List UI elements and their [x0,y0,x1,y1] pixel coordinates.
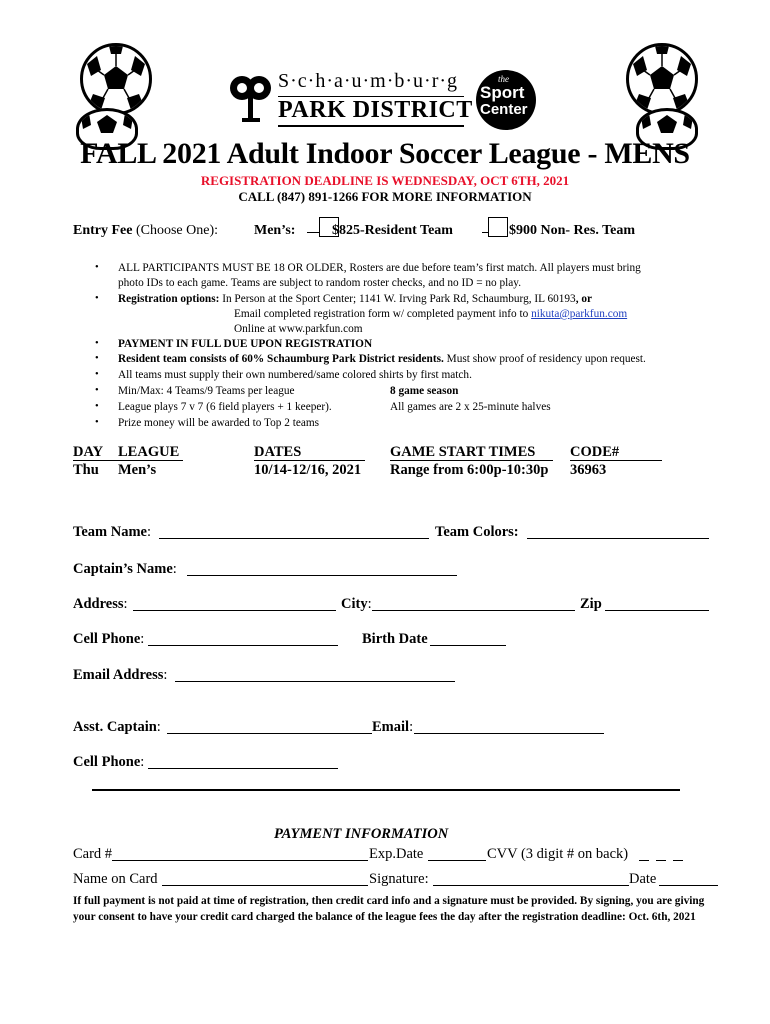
bullet-registration [118,292,592,308]
section-divider [92,789,680,791]
exp-date-field[interactable] [428,860,486,861]
info-phone: CALL (847) 891-1266 FOR MORE INFORMATION [238,189,532,204]
city-field[interactable] [372,610,575,611]
header-game-times: GAME START TIMES [390,444,536,460]
bullet-icon: • [95,293,99,304]
entry-fee-row [73,223,218,239]
payment-heading: PAYMENT INFORMATION [274,826,449,842]
team-colors-label: Team Colors: [435,524,519,540]
asst-cell-phone-label: Cell Phone: [73,754,145,770]
team-name-label: Team Name: [73,524,151,540]
bullet-icon: • [95,385,99,396]
asst-email-label: Email: [372,719,414,735]
cell-phone-label: Cell Phone: [73,631,145,647]
registration-in-person: In Person at the Sport Center; 1141 W. Irving Park Rd, Schaumburg, IL 60193 [222,293,576,305]
registration-email-line [234,307,627,323]
asst-email-field[interactable] [414,733,604,734]
birth-date-field[interactable] [430,645,506,646]
registration-email-link[interactable]: nikuta@parkfun.com [531,308,628,320]
header-league: LEAGUE [118,444,180,460]
bullet-icon: • [95,369,99,380]
resident-rest: Must show proof of residency upon request. [443,353,646,365]
zip-label: Zip [580,596,602,612]
registration-deadline: REGISTRATION DEADLINE IS WEDNESDAY, OCT 6TH, 2021 [200,173,570,188]
registration-or: , or [575,293,593,305]
game-season: 8 game season [390,385,459,397]
bullet-icon: • [95,401,99,412]
team-name-field[interactable] [159,538,429,539]
asst-cell-phone-field[interactable] [148,768,338,769]
registration-online: Online at www.parkfun.com [234,323,363,335]
captain-name-field[interactable] [187,575,457,576]
email-address-field[interactable] [175,681,455,682]
address-field[interactable] [133,610,336,611]
row-dates: 10/14-12/16, 2021 [254,462,362,478]
signature-field[interactable] [433,885,629,886]
asst-captain-field[interactable] [167,733,372,734]
team-colors-field[interactable] [527,538,709,539]
email-address-label: Email Address: [73,667,168,683]
bullet-icon: • [95,338,99,349]
park-district-logo [228,70,478,130]
bullet-age-text-2: photo IDs to each game. Teams are subject to random roster checks, and no ID = no play. [118,277,522,289]
logo-bottom-text: PARK DISTRICT [278,97,473,123]
asst-captain-label: Asst. Captain: [73,719,161,735]
header-underline [254,460,365,461]
row-day: Thu [73,462,99,478]
game-halves: All games are 2 x 25-minute halves [390,401,551,413]
bullet-resident [118,352,646,368]
bullet-prize: Prize money will be awarded to Top 2 teams [118,417,320,429]
header-dates: DATES [254,444,302,460]
registration-options-label: Registration options: [118,293,220,305]
cvv-digit-1[interactable] [639,860,649,861]
mens-label: Men’s: [254,223,296,238]
card-number-label: Card # [73,846,113,862]
nonresident-fee-option: $900 Non- Res. Team [509,223,636,238]
date-field[interactable] [659,885,718,886]
bullet-age-text: ALL PARTICIPANTS MUST BE 18 OR OLDER, Rosters are due before team’s first match. All players must bring [118,262,641,274]
captain-name-label: Captain’s Name: [73,561,177,577]
bullet-shirts: All teams must supply their own numbered/same colored shirts by first match. [118,369,472,381]
name-on-card-label: Name on Card [73,871,158,887]
soccer-ball-icon-left [80,43,152,115]
nonresident-fee-checkbox[interactable] [482,217,508,238]
bullet-icon: • [95,262,99,273]
bullet-league-plays: League plays 7 v 7 (6 field players + 1 keeper). [118,401,332,413]
header-day: DAY [73,444,104,460]
address-label: Address: [73,596,128,612]
header-underline [570,460,662,461]
exp-date-label: Exp.Date [369,846,424,862]
header-underline [73,460,183,461]
sport-center-word-2: Center [480,101,528,118]
signature-label: Signature: [369,871,429,887]
name-on-card-field[interactable] [162,885,368,886]
sport-center-the: the [498,74,509,84]
row-code: 36963 [570,462,607,478]
payment-note: If full payment is not paid at time of registration, then credit card info and a signature must be provided. By signing, you are giving your consent to have your credit card charged the balance of the league fees the day after the registration deadline: Oct. 6th, 2021 [73,895,705,923]
date-label: Date [629,871,657,887]
resident-bold: Resident team consists of 60% Schaumburg Park District residents. [118,353,444,365]
row-league: Men’s [118,462,157,478]
entry-fee-label: Entry Fee [73,223,133,238]
birth-date-label: Birth Date [362,631,428,647]
registration-email-text: Email completed registration form w/ completed payment info to [234,308,532,320]
bullet-icon: • [95,417,99,428]
cvv-digit-3[interactable] [673,860,683,861]
cvv-label: CVV (3 digit # on back) [487,846,629,862]
zip-field[interactable] [605,610,709,611]
logo-top-text: S·c·h·a·u·m·b·u·r·g [278,70,459,92]
row-game-times: Range from 6:00p-10:30p [390,462,549,478]
bullet-icon: • [95,353,99,364]
logo-divider [278,96,464,97]
soccer-ball-icon-right [626,43,698,115]
bullet-min-max: Min/Max: 4 Teams/9 Teams per league [118,385,295,397]
card-number-field[interactable] [112,860,368,861]
entry-fee-choose: (Choose One): [135,223,219,238]
cvv-digit-2[interactable] [656,860,666,861]
header-underline [390,460,553,461]
city-label: City: [341,596,372,612]
bullet-payment: PAYMENT IN FULL DUE UPON REGISTRATION [118,338,373,350]
cell-phone-field[interactable] [148,645,338,646]
sport-center-word-1: Sport [480,83,525,102]
sport-center-logo [476,70,536,130]
header-code: CODE# [570,444,620,460]
logo-underline [278,125,464,127]
park-district-emblem-icon [228,72,274,124]
resident-fee-option: $825-Resident Team [332,223,453,238]
page-title: FALL 2021 Adult Indoor Soccer League - MENS [80,137,690,170]
